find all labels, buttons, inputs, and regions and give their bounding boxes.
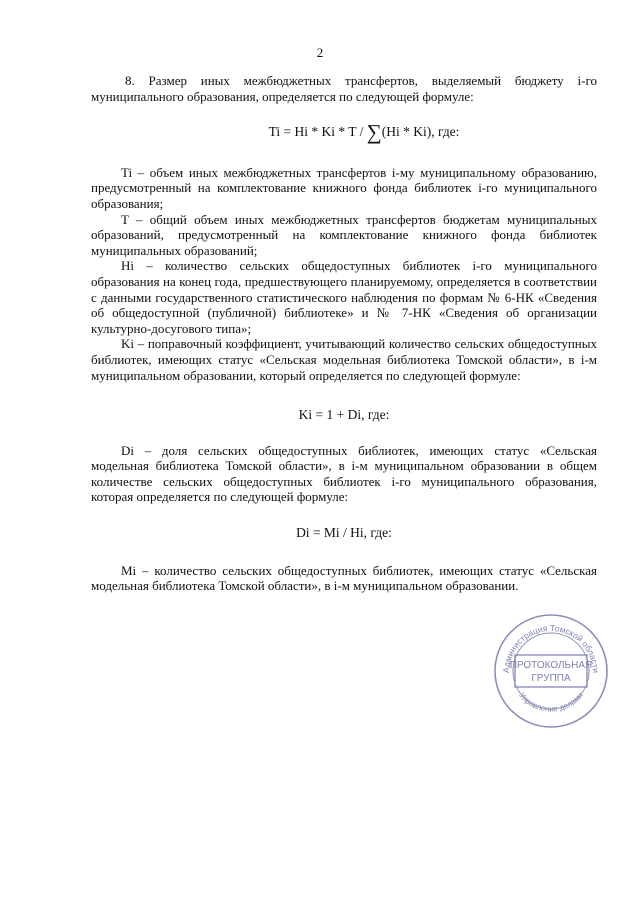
stamp-bottom-text: Управление делами (517, 690, 585, 714)
paragraph-mi-definition: Mi – количество сельских общедоступных библиотек, имеющих статус «Сельская модельная библиотека Томской области», в i-м муниципальном образовании. (91, 562, 597, 594)
stamp-seal-icon (491, 611, 611, 731)
stamp-inner-line-2: ГРУППА (531, 673, 571, 684)
paragraph-t-definition: T – общий объем иных межбюджетных трансфертов бюджетам муниципальных образований, предусмотренный на комплектование книжного фонда библиотек муниципальных образований; (91, 211, 597, 258)
stamp-inner-line-1: ПРОТОКОЛЬНАЯ (509, 660, 593, 671)
document-body (91, 73, 597, 594)
official-stamp (491, 611, 611, 731)
paragraph-hi-definition: Hi – количество сельских общедоступных библиотек i-го муниципального образования на конец года, предшествующего планируемому, определяется в соответствии с данными государственного статистического наблюдения по формам № 6-НК «Сведения об общедоступной (публичной) библиотеке» и № 7-НК «Сведения об организации культурно-досугового типа»; (91, 258, 597, 336)
sigma-symbol: ∑ (366, 120, 382, 145)
formula-di: Di = Mi / Hi, где: (296, 525, 392, 541)
stamp-outer-text: Администрация Томской области (500, 622, 602, 674)
formula-ti-right: (Hi * Ki), (381, 124, 435, 140)
paragraph-item-8: 8. Размер иных межбюджетных трансфертов, выделяемый бюджету i-го муниципального образования, определяется по следующей формуле: (91, 73, 597, 104)
paragraph-ti-definition: Ti – объем иных межбюджетных трансфертов i-му муниципальному образованию, предусмотренный на комплектование книжного фонда библиотек i-го муниципального образования; (91, 164, 597, 211)
paragraph-di-definition: Di – доля сельских общедоступных библиотек, имеющих статус «Сельская модельная библиотека Томской области», в i-м муниципальном образовании в общем количестве сельских общедоступных библиотек i-го муниципального образования, которая определяется по следующей формуле: (91, 442, 597, 505)
formula-ti-left: Ti = Hi * Ki * T / (268, 124, 364, 140)
page-number: 2 (316, 45, 324, 60)
formula-ki: Ki = 1 + Di, где: (298, 407, 390, 423)
paragraph-ki-definition: Ki – поправочный коэффициент, учитывающий количество сельских общедоступных библиотек, имеющих статус «Сельская модельная библиотека Томской области», в i-м муниципальном образовании, который определяется по следующей формуле: (91, 336, 597, 383)
formula-ti-tail: где: (437, 124, 460, 140)
formula-ti (91, 120, 597, 145)
